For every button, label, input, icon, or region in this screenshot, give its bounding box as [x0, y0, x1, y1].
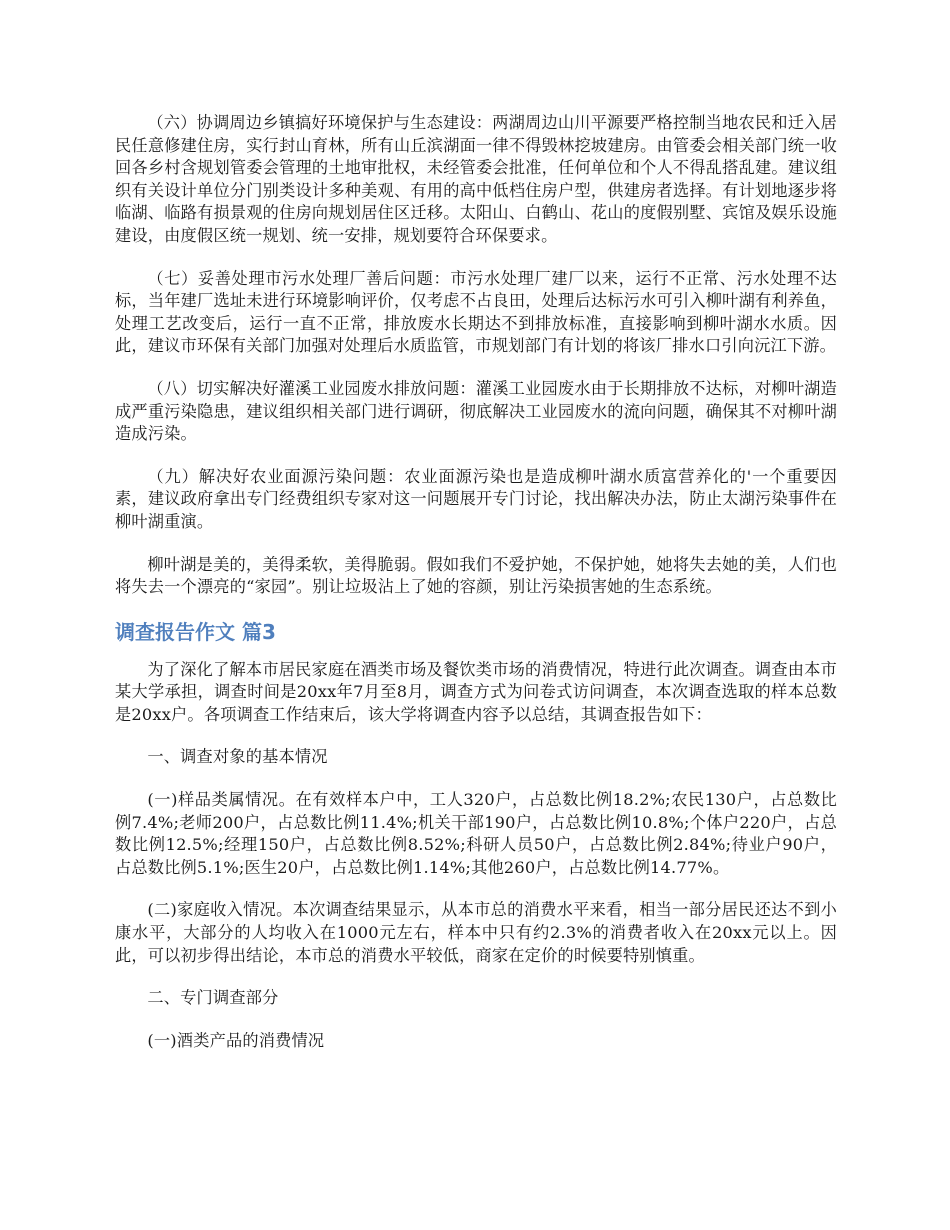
subheading-basic-info: 一、调查对象的基本情况: [147, 747, 328, 767]
section-heading: 调查报告作文 篇3: [115, 619, 276, 644]
paragraph-income: (二)家庭收入情况。本次调查结果显示，从本市总的消费水平来看，相当一部分居民还达不到小康水平，大部分的人均收入在1000元左右，样本中只有约2.3%的消费者收入在20xx元以上。因此，可以初步得出结论，本市总的消费水平较低，商家在定价的时候要特别慎重。: [115, 900, 837, 965]
subheading-alcohol-consumption: (一)酒类产品的消费情况: [147, 1030, 325, 1050]
paragraph-sample-types: (一)样品类属情况。在有效样本户中，工人320户，占总数比例18.2%;农民130户，占总数比例7.4%;老师200户，占总数比例11.4%;机关干部190户，占总数比例10.8%;个体户220户，占总数比例12.5%;经理150户，占总数比例8.52%;科研人员50户，占总数比例2.84%;待业户90户，占总数比例5.1%;医生20户，占总数比例1.14%;其他260户，占总数比例14.77%。: [115, 790, 837, 877]
paragraph-conclusion: 柳叶湖是美的，美得柔软，美得脆弱。假如我们不爱护她，不保护她，她将失去她的美，人们也将失去一个漂亮的“家园”。别让垃圾沾上了她的容颜，别让污染损害她的生态系统。: [115, 554, 837, 597]
paragraph-eight: （八）切实解决好灌溪工业园废水排放问题：灌溪工业园废水由于长期排放不达标，对柳叶湖造成严重污染隐患，建议组织相关部门进行调研，彻底解决工业园废水的流向问题，确保其不对柳叶湖造成污染。: [115, 378, 837, 444]
paragraph-six: （六）协调周边乡镇搞好环境保护与生态建设：两湖周边山川平源要严格控制当地农民和迁入居民任意修建住房，实行封山育林，所有山丘滨湖面一律不得毁林挖坡建房。由管委会相关部门统一收回各乡村含规划管委会管理的土地审批权，未经管委会批准，任何单位和个人不得乱搭乱建。建议组织有关设计单位分门别类设计多种美观、有用的高中低档住房户型，供建房者选择。有计划地逐步将临湖、临路有损景观的住房向规划居住区迁移。太阳山、白鹤山、花山的度假别墅、宾馆及娱乐设施建设，由度假区统一规划、统一安排，规划要符合环保要求。: [115, 113, 837, 245]
paragraph-nine: （九）解决好农业面源污染问题：农业面源污染也是造成柳叶湖水质富营养化的'一个重要因素，建议政府拿出专门经费组织专家对这一问题展开专门讨论，找出解决办法，防止太湖污染事件在柳叶湖重演。: [115, 466, 837, 531]
document-page: [115, 112, 837, 1072]
paragraph-intro: 为了深化了解本市居民家庭在酒类市场及餐饮类市场的消费情况，特进行此次调查。调查由本市某大学承担，调查时间是20xx年7月至8月，调查方式为问卷式访问调查，本次调查选取的样本总数是20xx户。各项调查工作结束后，该大学将调查内容予以总结，其调查报告如下：: [115, 659, 837, 724]
paragraph-seven: （七）妥善处理市污水处理厂善后问题：市污水处理厂建厂以来，运行不正常、污水处理不达标，当年建厂选址未进行环境影响评价，仅考虑不占良田，处理后达标污水可引入柳叶湖有利养鱼，处理工艺改变后，运行一直不正常，排放废水长期达不到排放标准，直接影响到柳叶湖水水质。因此，建议市环保有关部门加强对处理后水质监管，市规划部门有计划的将该厂排水口引向沅江下游。: [115, 268, 837, 356]
subheading-special-survey: 二、专门调查部分: [147, 988, 279, 1008]
